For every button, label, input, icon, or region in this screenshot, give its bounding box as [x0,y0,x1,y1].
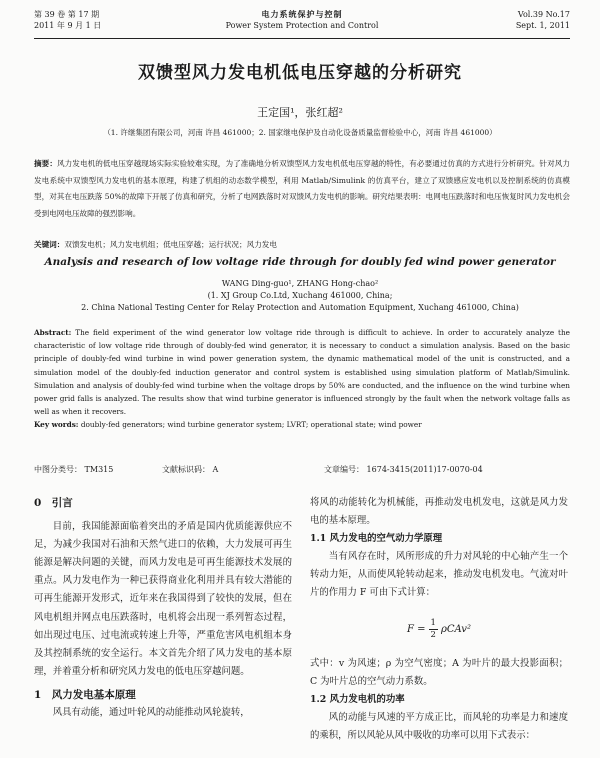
abstract-cn [34,156,570,222]
force-formula [310,613,568,647]
english-authors-block [0,278,600,314]
header-volume-en [516,9,570,31]
abstract-en-text: The field experiment of the wind generator low voltage ride through is difficult to achieve. In order to accurately analyze the characteristic of low voltage ride through of doubly-fed wind generator, it is necessary to conduct a simulation analysis. Based on the basic principle of doubly-fed wind turbine in wind power generation system, the dynamic mathematical model of the unit is constructed, and a simulation model of the doubly-fed induction generator and control system is established using simulation platform of Matlab/Simulink. Simulation and analysis of doubly-fed wind turbine when the voltage drops by 50% are conducted, and the influence on the wind turbine when power grid falls is analyzed. The results show that wind turbine generator is influenced strongly by the fault when the network voltage falls as well as when it recovers. [34,328,571,417]
header-volume-issue: 第 39 卷 第 17 期 [34,10,100,19]
formula-denominator: 2 [430,630,436,641]
formula-numerator: 1 [430,618,436,629]
formula-fraction [429,618,438,641]
doc-code-value: A [212,465,219,474]
clc-value: TM315 [84,465,114,474]
abstract-en-label: Abstract: [34,328,72,337]
formula-lhs: F = [407,623,426,635]
clc-number [34,464,113,475]
keywords-cn [34,237,570,254]
article-number-label: 文章编号： [324,465,364,474]
left-column [34,494,292,722]
subsection-1-1-heading: 1.1 风力发电的空气动力学原理 [310,533,443,545]
keywords-en-label: Key words: [34,420,79,430]
doc-code [162,464,218,475]
journal-name-cn: 电力系统保护与控制 [261,9,343,19]
section-1-paragraph-start: 风具有动能，通过叶轮风的动能推动风轮旋转， [52,707,250,719]
authors: 王定国¹，张红超² [257,106,343,119]
subsection-1-2-paragraph: 风的动能与风速的平方成正比，而风轮的功率是力和速度的乘积，所以风轮从风中吸收的功率可以用下式表示： [310,711,568,741]
right-column [310,494,568,745]
keywords-en-text: doubly-fed generators; wind turbine generator system; LVRT; operational state; wind power [80,420,422,430]
header-journal [34,9,570,31]
subsection-1-1-paragraph: 当有风存在时，风所形成的升力对风轮的中心轴产生一个转动力矩，从而使风轮转动起来，推动发电机发电。气流对叶片的作用力 F 可由下式计算： [310,551,568,599]
header-date-en: Sept. 1, 2011 [515,21,570,30]
english-affiliation-1: (1. XJ Group Co.Ltd, Xuchang 461000, China; [207,291,393,300]
doc-code-label: 文献标识码： [162,465,210,474]
abstract-cn-label: 摘要： [34,159,57,168]
subsection-1-2-heading: 1.2 风力发电机的功率 [310,693,405,705]
english-authors: WANG Ding-guo¹, ZHANG Hong-chao² [221,279,379,288]
paper-title: 双馈型风力发电机低电压穿越的分析研究 [138,63,462,83]
affiliation: （1. 许继集团有限公司，河南 许昌 461000；2. 国家继电保护及自动化设备质量监督检验中心，河南 许昌 461000） [103,128,497,137]
formula-where: 式中：v 为风速；ρ 为空气密度；A 为叶片的最大投影面积；C 为叶片总的空气动力系数。 [310,657,568,687]
journal-name-en: Power System Protection and Control [225,21,379,30]
running-header [34,8,570,39]
keywords-cn-text: 双馈发电机；风力发电机组；低电压穿越；运行状况；风力发电 [64,240,277,249]
section-1-paragraph-cont: 将风的动能转化为机械能，再推动发电机发电，这就是风力发电的基本原理。 [310,497,568,527]
header-date-cn: 2011 年 9 月 1 日 [34,21,102,30]
abstract-cn-text: 风力发电机的低电压穿越现场实际实验较难实现，为了准确地分析双馈型风力发电机低电压穿越的特性，有必要通过仿真的方式进行分析研究。针对风力发电系统中双馈型风力发电机的基本原理，构建了机组的动态数学模型，利用 Matlab/Simulink 的仿真平台，建立了双馈感应发电机以及控制系统的仿真模型，对其在电压跌落 50%的故障下开展了仿真和研究，分析了电网跌落时对双馈风力发电机的影响。研究结果表明：电网电压跌落时和电压恢复时风力发电机会受到电网电压故障的强烈影响。 [34,159,571,218]
keywords-en [34,418,570,431]
article-number-value: 1674-3415(2011)17-0070-04 [366,465,483,474]
english-title: Analysis and research of low voltage ride through for doubly fed wind power generator [44,256,556,268]
section-0-heading: 0 引言 [34,497,73,509]
formula-rhs: ρCAv² [440,623,471,635]
abstract-en [34,326,570,432]
keywords-cn-label: 关键词： [34,240,65,249]
english-affiliation-2: 2. China National Testing Center for Relay Protection and Automation Equipment, Xuchang 461000, China) [81,303,519,312]
section-1-heading: 1 风力发电基本原理 [34,688,136,701]
header-vol-no: Vol.39 No.17 [517,10,570,19]
section-0-paragraph: 目前，我国能源面临着突出的矛盾是国内优质能源供应不足，为减少我国对石油和天然气进口的依赖，大力发展可再生能源是解决问题的关键，而风力发电是可再生能源技术发展的重点。风力发电作为一种已获得商业化利用并具有较大潜能的可再生能源开发形式，近年来在我国得到了较快的发展，但在风电机组并网点电压跌落时，电机将会出现一系列暂态过程，如出现过电压、过电流或转速上升等，严重危害风电机组本身及其控制系统的安全运行。本文首先介绍了风力发电的基本原理，并着重分析和研究风力发电的低电压穿越问题。 [34,521,292,677]
clc-label: 中图分类号： [34,465,82,474]
article-number [324,464,483,475]
